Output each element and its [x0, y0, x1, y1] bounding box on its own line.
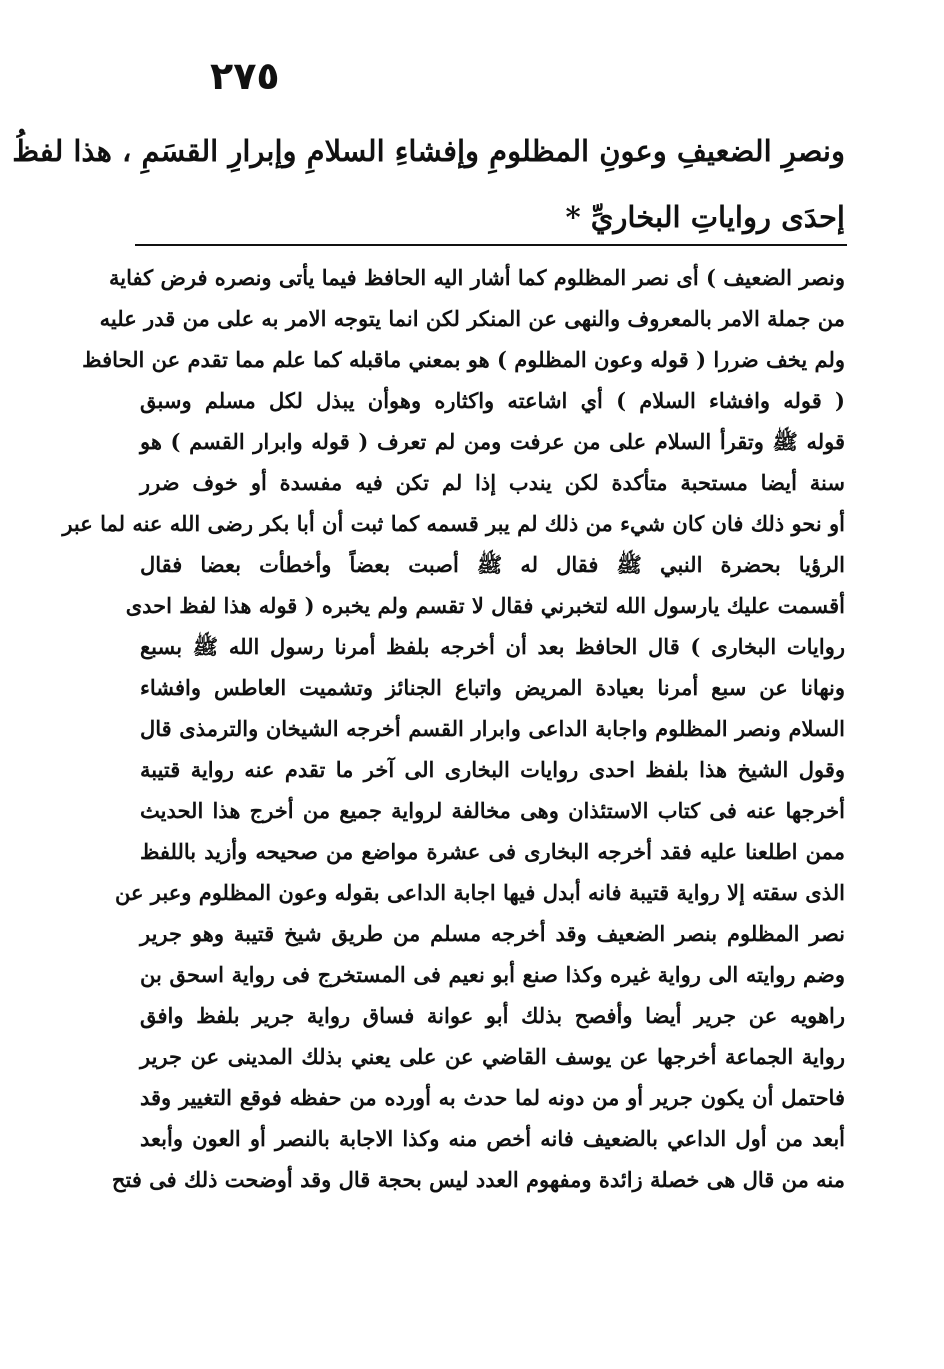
commentary-line: ونصر الضعيف ) أى نصر المظلوم كما أشار اليه الحافظ فيما يأتى ونصره فرض كفاية	[109, 265, 845, 290]
commentary-line: وضم روايته الى رواية غيره وكذا صنع أبو نعيم فى المستخرج فى رواية اسحق بن	[140, 962, 845, 987]
hadith-line: إحدَى رواياتِ البخاريِّ *	[565, 200, 845, 234]
commentary-line: منه من قال هى خصلة زائدة ومفهوم العدد ليس بحجة قال وقد أوضحت ذلك فى فتح	[111, 1167, 845, 1192]
commentary-line: سنة أيضا مستحبة متأكدة لكن يندب إذا لم تكن فيه مفسدة أو خوف ضرر	[140, 470, 845, 495]
commentary-line: أبعد من أول الداعي بالضعيف فانه أخص منه وكذا الاجابة بالنصر أو العون وأبعد	[140, 1126, 845, 1151]
commentary-line: نصر المظلوم بنصر الضعيف وقد أخرجه مسلم من طريق شيخ قتيبة وهو جرير	[140, 921, 845, 946]
commentary-line: أخرجها عنه فى كتاب الاستئذان وهى مخالفة لرواية جميع من أخرج هذا الحديث	[140, 798, 845, 823]
commentary-line: أو نحو ذلك فان كان شيء من ذلك لم يبر قسمه كما ثبت أن أبا بكر رضى الله عنه لما عبر	[62, 511, 845, 536]
commentary-line: ( قوله وافشاء السلام ) أي اشاعته واكثاره وهوأن يبذل لكل مسلم وسبق	[140, 388, 845, 413]
commentary-line: السلام ونصر المظلوم واجابة الداعى وابرار القسم أخرجه الشيخان والترمذى قال	[140, 716, 845, 741]
commentary-line: أقسمت عليك يارسول الله لتخبرني فقال لا تقسم ولم يخبره ( قوله هذا لفظ احدى	[125, 593, 845, 618]
commentary-line: روايات البخارى ) قال الحافظ بعد أن أخرجه بلفظ أمرنا رسول الله ﷺ بسبع	[140, 634, 845, 659]
hadith-line: ونصرِ الضعيفِ وعونِ المظلومِ وإفشاءِ السلامِ وإبرارِ القسَمِ ، هذا لفظُ	[12, 134, 845, 168]
page-number: ٢٧٥	[210, 54, 280, 98]
hadith-text	[12, 118, 845, 250]
section-divider	[135, 244, 847, 246]
commentary-line: فاحتمل أن يكون جرير أو من دونه لما حدث به أورده من حفظه فوقع التغيير وقد	[140, 1085, 845, 1110]
commentary-line: وقول الشيخ هذا بلفظ احدى روايات البخارى الى آخر ما تقدم عنه رواية قتيبة	[140, 757, 845, 782]
commentary-line: الذى سقته إلا رواية قتيبة فانه أبدل فيها اجابة الداعى بقوله وعون المظلوم وعبر عن	[114, 880, 845, 905]
commentary-line: ولم يخف ضررا ( قوله وعون المظلوم ) هو بمعني ماقبله كما علم مما تقدم عن الحافظ	[82, 347, 845, 372]
commentary-line: الرؤيا بحضرة النبي ﷺ فقال له ﷺ أصبت بعضاً وأخطأت بعضا فقال	[140, 552, 845, 577]
commentary-line: راهويه عن جرير أيضا وأفصح بذلك أبو عوانة فساق رواية جرير بلفظ وافق	[140, 1003, 845, 1028]
commentary-line: من جملة الامر بالمعروف والنهى عن المنكر لكن انما يتوجه الامر به على من قدر عليه	[99, 306, 845, 331]
commentary-line: ونهانا عن سبع أمرنا بعيادة المريض واتباع الجنائز وتشميت العاطس وافشاء	[140, 675, 845, 700]
commentary-line: قوله ﷺ وتقرأ السلام على من عرفت ومن لم تعرف ( قوله وابرار القسم ) هو	[140, 429, 845, 454]
commentary-text	[62, 257, 845, 1200]
commentary-line: ممن اطلعنا عليه فقد أخرجه البخارى فى عشرة مواضع من صحيحه وأزيد باللفظ	[140, 839, 845, 864]
commentary-line: رواية الجماعة أخرجها عن يوسف القاضي عن على يعني بذلك المدينى عن جرير	[140, 1044, 845, 1069]
